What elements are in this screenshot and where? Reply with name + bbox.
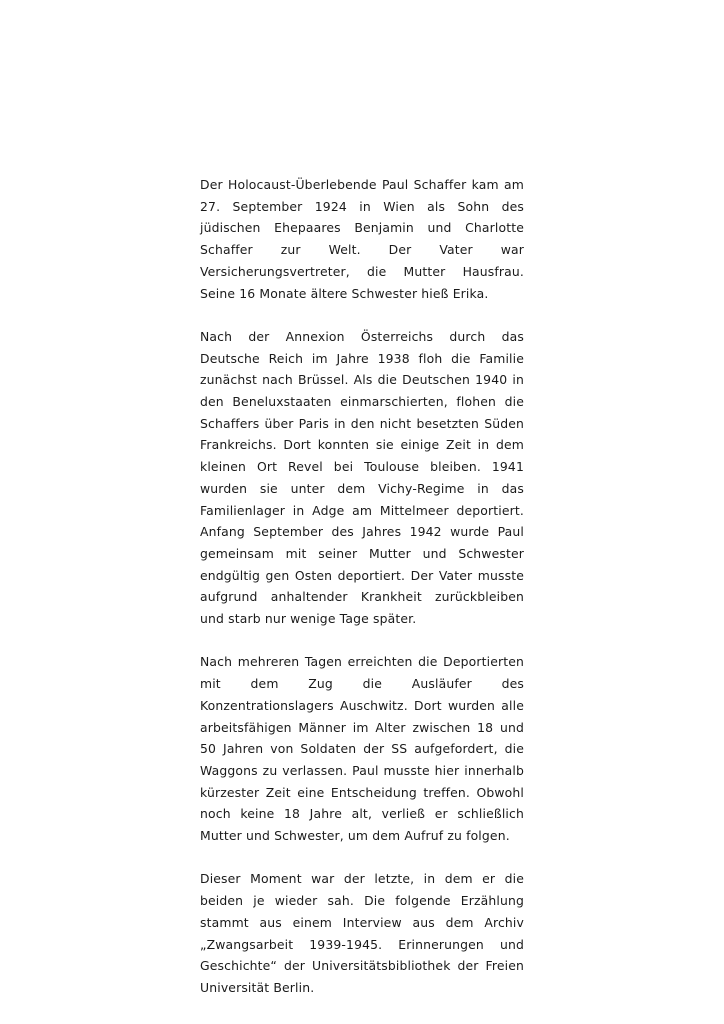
- paragraph-last-moment-source: Dieser Moment war der letzte, in dem er die beiden je wieder sah. Die folgende Erzählung stammt aus einem Interview aus dem Archiv „Zwangsarbeit 1939-1945. Erinnerungen und Geschichte“ der Universitätsbibliothek der Freien Universität Berlin.: [200, 871, 524, 995]
- paragraph-arrival-auschwitz: Nach mehreren Tagen erreichten die Deportierten mit dem Zug die Ausläufer des Konzentrationslagers Auschwitz. Dort wurden alle arbeitsfähigen Männer im Alter zwischen 18 und 50 Jahren von Soldaten der SS aufgefordert, die Waggons zu verlassen. Paul musste hier innerhalb kürzester Zeit eine Entscheidung treffen. Obwohl noch keine 18 Jahre alt, verließ er schließlich Mutter und Schwester, um dem Aufruf zu folgen.: [200, 654, 524, 844]
- paragraph-biography-intro: Der Holocaust-Überlebende Paul Schaffer kam am 27. September 1924 in Wien als Sohn des jüdischen Ehepaares Benjamin und Charlotte Schaffer zur Welt. Der Vater war Versicherungsvertreter, die Mutter Hausfrau. Seine 16 Monate ältere Schwester hieß Erika.: [200, 177, 524, 301]
- body-text: [200, 174, 524, 999]
- paragraph-flight-and-deportation: Nach der Annexion Österreichs durch das Deutsche Reich im Jahre 1938 floh die Familie zunächst nach Brüssel. Als die Deutschen 1940 in den Beneluxstaaten einmarschierten, flohen die Schaffers über Paris in den nicht besetzten Süden Frankreichs. Dort konnten sie einige Zeit in dem kleinen Ort Revel bei Toulouse bleiben. 1941 wurden sie unter dem Vichy-Regime in das Familienlager in Adge am Mittelmeer deportiert. Anfang September des Jahres 1942 wurde Paul gemeinsam mit seiner Mutter und Schwester endgültig gen Osten deportiert. Der Vater musste aufgrund anhaltender Krankheit zurückbleiben und starb nur wenige Tage später.: [200, 328, 524, 627]
